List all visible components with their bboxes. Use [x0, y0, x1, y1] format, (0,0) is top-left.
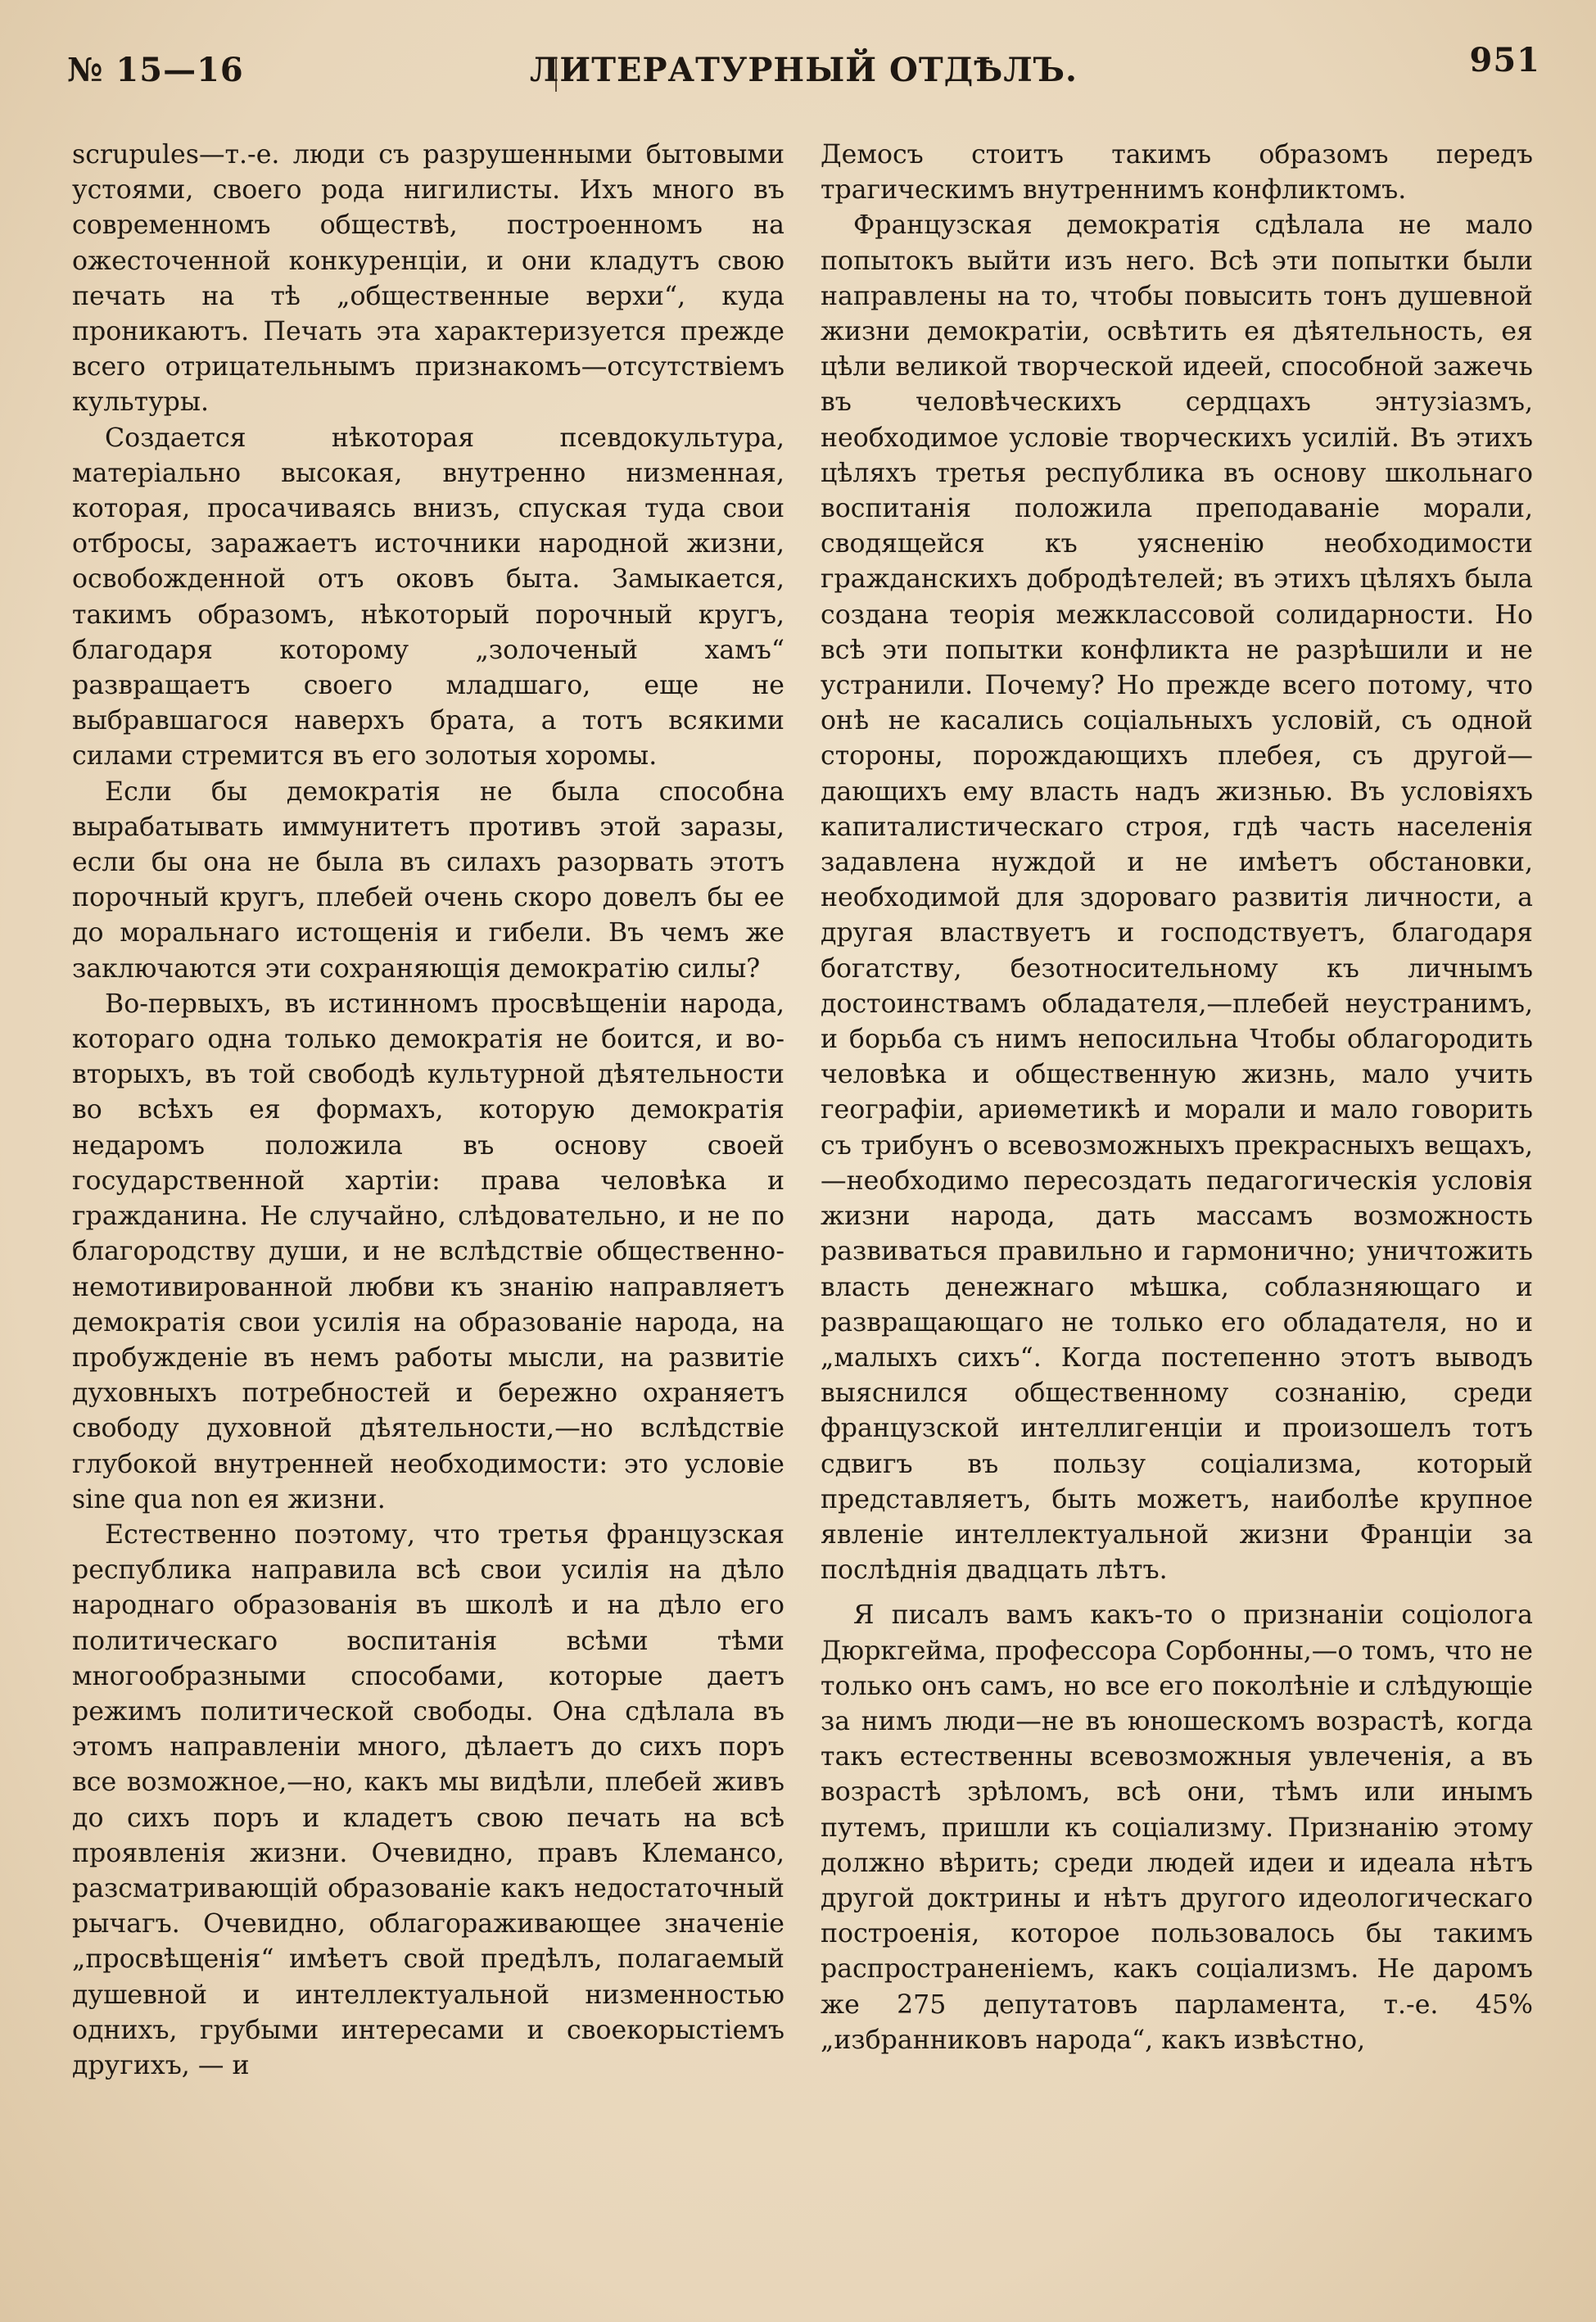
paragraph: Во-первыхъ, въ истинномъ просвѣщеніи народа, котораго одна только демократія не боится, и во-вторыхъ, въ той свободѣ культурной дѣятельности во всѣхъ ея формахъ, которую демократія недаромъ положила въ основу своей государственной хартіи: права человѣка и гражданина. Не случайно, слѣдовательно, и не по благородству души, и не вслѣдствіе общественно-немотивированной любви къ знанію направляетъ демократія свои усилія на образованіе народа, на пробужденіе въ немъ работы мысли, на развитіе духовныхъ потребностей и бережно охраняетъ свободу духовной дѣятельности,—но вслѣдствіе глубокой внутренней необходимости: это условіе sine qua non ея жизни. [72, 989, 784, 1514]
section-title: ЛИТЕРАТУРНЫЙ ОТДѢЛЪ. [530, 51, 1078, 89]
right-column [821, 138, 1533, 2058]
paragraph: Естественно поэтому, что третья французская республика направила всѣ свои усилія на дѣло народнаго образованія въ школѣ и на дѣло его политическаго воспитанія всѣми тѣми многообразными способами, которые даетъ режимъ политической свободы. Она сдѣлала въ этомъ направленіи много, дѣлаетъ до сихъ поръ все возможное,—но, какъ мы видѣли, плебей живъ до сихъ поръ и кладетъ свою печать на всѣ проявленія жизни. Очевидно, правъ Клемансо, разсматривающій образованіе какъ недостаточный рычагъ. Очевидно, облагораживающее значеніе „просвѣщенія“ имѣетъ свой предѣлъ, полагаемый душевной и интеллектуальной низменностью однихъ, грубыми интересами и своекорыстіемъ другихъ, — и [72, 1519, 784, 2080]
page-header [67, 39, 1540, 97]
paragraph: Создается нѣкоторая псевдокультура, матеріально высокая, внутренно низменная, которая, просачиваясь внизъ, спуская туда свои отбросы, заражаетъ источники народной жизни, освобожденной отъ оковъ быта. Замыкается, такимъ образомъ, нѣкоторый порочный кругъ, благодаря которому „золоченый хамъ“ развращаетъ своего младшаго, еще не выбравшагося наверхъ брата, а тотъ всякими силами стремится въ его золотыя хоромы. [72, 423, 784, 772]
paragraph: Французская демократія сдѣлала не мало попытокъ выйти изъ него. Всѣ эти попытки были направлены на то, чтобы повысить тонъ душевной жизни демократіи, освѣтить ея дѣятельность, ея цѣли великой творческой идеей, способной зажечь въ человѣческихъ сердцахъ энтузіазмъ, необходимое условіе творческихъ усилій. Въ этихъ цѣляхъ третья республика въ основу школьнаго воспитанія положила преподаваніе морали, сводящейся къ уясненію необходимости гражданскихъ добродѣтелей; въ этихъ цѣляхъ была создана теорія межклассовой солидарности. Но всѣ эти попытки конфликта не разрѣшили и не устранили. Почему? Но прежде всего потому, что онѣ не касались соціальныхъ условій, съ одной стороны, порождающихъ плебея, съ другой—дающихъ ему власть надъ жизнью. Въ условіяхъ капиталистическаго строя, гдѣ часть населенія задавлена нуждой и не имѣетъ обстановки, необходимой для здороваго развитія личности, а другая властвуетъ и господствуетъ, благодаря богатству, безотносительному къ личнымъ достоинствамъ обладателя,—плебей неустранимъ, и борьба съ нимъ непосильна Чтобы облагородить человѣка и общественную жизнь, мало учить географіи, ариѳметикѣ и морали и мало говорить съ трибунъ о всевозможныхъ прекрасныхъ вещахъ,—необходимо пересоздать педагогическія условія жизни народа, дать массамъ возможность развиваться правильно и гармонично; уничтожить власть денежнаго мѣшка, соблазняющаго и развращающаго не только его обладателя, но и „малыхъ сихъ“. Когда постепенно этотъ выводъ выяснился общественному сознанію, среди французской интеллигенціи и произошелъ тотъ сдвигъ въ пользу соціализма, который представляетъ, быть можетъ, наиболѣе крупное явленіе интеллектуальной жизни Франціи за послѣднія двадцать лѣтъ. [821, 210, 1533, 1586]
paragraph: Если бы демократія не была способна вырабатывать иммунитетъ противъ этой заразы, если бы она не была въ силахъ разорвать этотъ порочный кругъ, плебей очень скоро довелъ бы ее до моральнаго истощенія и гибели. Въ чемъ же заключаются эти сохраняющія демократію силы? [72, 776, 784, 984]
paragraph: Демосъ стоитъ такимъ образомъ передъ трагическимъ внутреннимъ конфликтомъ. [821, 140, 1533, 206]
paragraph: Я писалъ вамъ какъ-то о признаніи соціолога Дюркгейма, профессора Сорбонны,—о томъ, что не только онъ самъ, но все его поколѣніе и слѣдующіе за нимъ люди—не въ юношескомъ возрастѣ, когда такъ естественны всевозможныя увлеченія, а въ возрастѣ зрѣломъ, всѣ они, тѣмъ или инымъ путемъ, пришли къ соціализму. Признанію этому должно вѣрить; среди людей идеи и идеала нѣтъ другой доктрины и нѣтъ другого идеологическаго построенія, которое пользовалось бы такимъ распространеніемъ, какъ соціализмъ. Не даромъ же 275 депутатовъ парламента, т.-е. 45% „избранниковъ народа“, какъ извѣстно, [821, 1600, 1533, 2055]
paragraph: scrupules—т.-е. люди съ разрушенными бытовыми устоями, своего рода нигилисты. Ихъ много въ современномъ обществѣ, построенномъ на ожесточенной конкуренціи, и они кладутъ свою печать на тѣ „общественные верхи“, куда проникаютъ. Печать эта характеризуется прежде всего отрицательнымъ признакомъ—отсутствіемъ культуры. [72, 140, 784, 418]
page-number: 951 [1469, 41, 1540, 79]
left-column [72, 138, 784, 2084]
issue-number: № 15—16 [67, 51, 244, 89]
